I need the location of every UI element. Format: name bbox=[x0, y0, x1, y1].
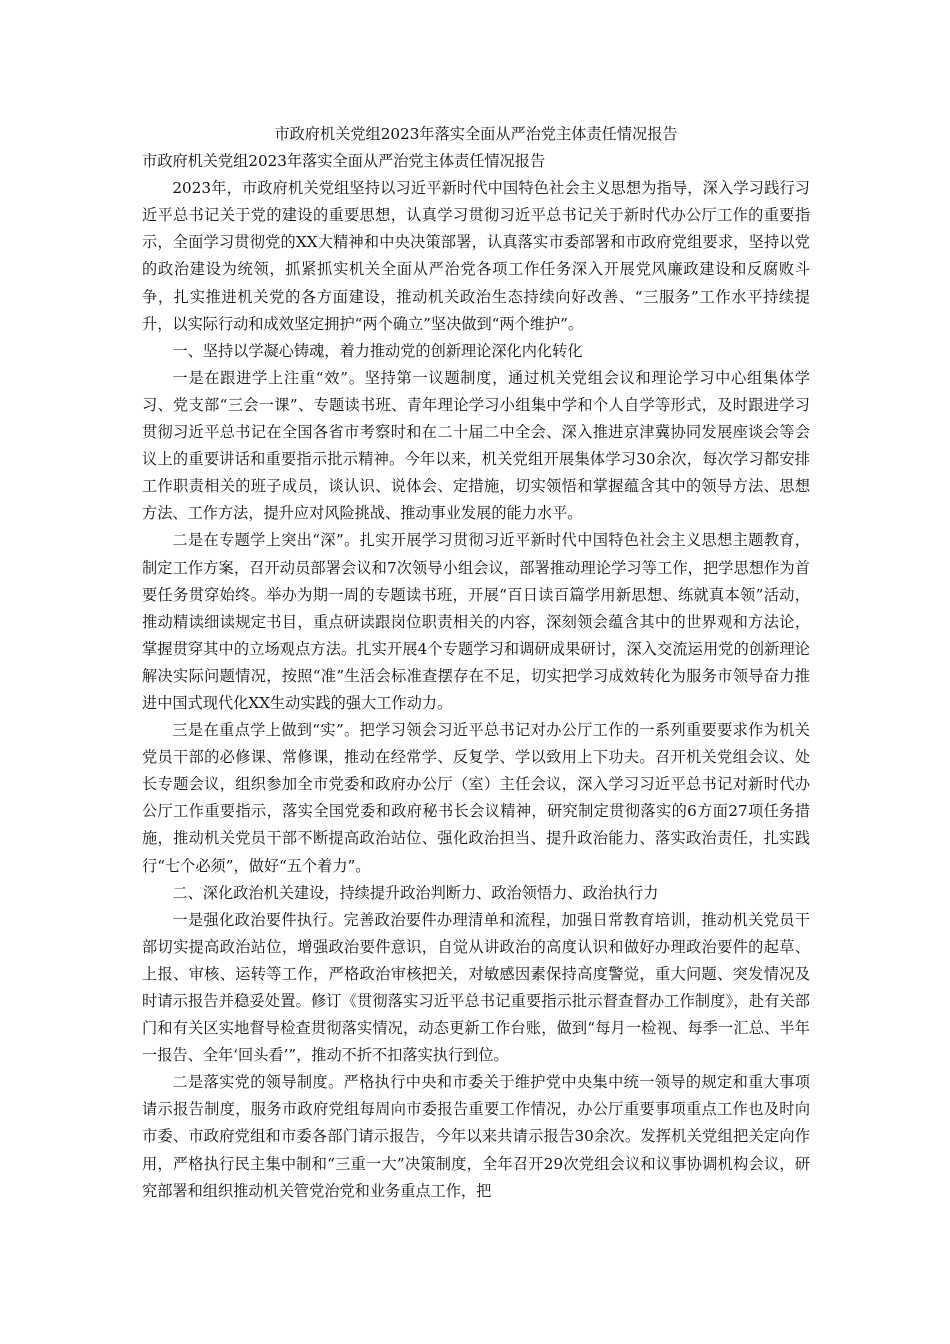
section-1-paragraph-2: 二是在专题学上突出“深”。扎实开展学习贯彻习近平新时代中国特色社会主义思想主题教育，制定工作方案，召开动员部署会议和7次领导小组会议，部署推动理论学习等工作，把学思想作为首要任务贯穿始终。举办为期一周的专题读书班，开展“百日读百篇学用新思想、练就真本领”活动，推动精读细读规定书目，重点研读跟岗位职责相关的内容，深刻领会蕴含其中的世界观和方法论，掌握贯穿其中的立场观点方法。扎实开展4个专题学习和调研成果研讨，深入交流运用党的创新理论解决实际问题情况，按照“准”生活会标准查摆存在不足，切实把学习成效转化为服务市领导奋力推进中国式现代化XX生动实践的强大工作动力。 bbox=[142, 531, 810, 712]
intro-paragraph: 2023年，市政府机关党组坚持以习近平新时代中国特色社会主义思想为指导，深入学习践行习近平总书记关于党的建设的重要思想，认真学习贯彻习近平总书记关于新时代办公厅工作的重要指示，全面学习贯彻党的XX大精神和中央决策部署，认真落实市委部署和市政府党组要求，坚持以党的政治建设为统领，抓紧抓实机关全面从严治党各项工作任务深入开展党风廉政建设和反腐败斗争，扎实推进机关党的各方面建设，推动机关政治生态持续向好改善、“三服务”工作水平持续提升，以实际行动和成效坚定拥护“两个确立”坚决做到“两个维护”。 bbox=[142, 179, 810, 333]
document-body bbox=[142, 121, 810, 1205]
section-2-heading: 二、深化政治机关建设，持续提升政治判断力、政治领悟力、政治执行力 bbox=[172, 883, 659, 902]
document-subtitle: 市政府机关党组2023年落实全面从严治党主体责任情况报告 bbox=[142, 152, 546, 171]
section-2-paragraph-2: 二是落实党的领导制度。严格执行中央和市委关于维护党中央集中统一领导的规定和重大事项请示报告制度，服务市政府党组每周向市委报告重要工作情况，办公厅重要事项重点工作也及时向市委、市政府党组和市委各部门请示报告，今年以来共请示报告30余次。发挥机关党组把关定向作用，严格执行民主集中制和“三重一大”决策制度，全年召开29次党组会议和议事协调机构会议，研究部署和组织推动机关管党治党和业务重点工作，把 bbox=[142, 1073, 810, 1200]
section-2-paragraph-1: 一是强化政治要件执行。完善政治要件办理清单和流程，加强日常教育培训，推动机关党员干部切实提高政治站位，增强政治要件意识，自觉从讲政治的高度认识和做好办理政治要件的起草、上报、审核、运转等工作，严格政治审核把关，对敏感因素保持高度警觉，重大问题、突发情况及时请示报告并稳妥处置。修订《贯彻落实习近平总书记重要指示批示督查督办工作制度》，赴有关部门和有关区实地督导检查贯彻落实情况，动态更新工作台账，做到“每月一检视、每季一汇总、半年一报告、全年‘回头看’”，推动不折不扣落实执行到位。 bbox=[142, 910, 810, 1065]
section-1-heading: 一、坚持以学凝心铸魂，着力推动党的创新理论深化内化转化 bbox=[172, 341, 583, 360]
section-1-paragraph-3: 三是在重点学上做到“实”。把学习领会习近平总书记对办公厅工作的一系列重要要求作为机关党员干部的必修课、常修课，推动在经常学、反复学、学以致用上下功夫。召开机关党组会议、处长专题会议，组织参加全市党委和政府办公厅（室）主任会议，深入学习习近平总书记对新时代办公厅工作重要指示，落实全国党委和政府秘书长会议精神，研究制定贯彻落实的6方面27项任务措施，推动机关党员干部不断提高政治站位、强化政治担当、提升政治能力、落实政治责任，扎实践行“七个必须”，做好“五个着力”。 bbox=[142, 721, 810, 875]
section-1-paragraph-1: 一是在跟进学上注重“效”。坚持第一议题制度，通过机关党组会议和理论学习中心组集体学习、党支部“三会一课”、专题读书班、青年理论学习小组集中学和个人自学等形式，及时跟进学习贯彻习近平总书记在全国各省市考察时和在二十届二中全会、深入推进京津冀协同发展座谈会等会议上的重要讲话和重要指示批示精神。今年以来，机关党组开展集体学习30余次，每次学习都安排工作职责相关的班子成员，谈认识、说体会、定措施，切实领悟和掌握蕴含其中的领导方法、思想方法、工作方法，提升应对风险挑战、推动事业发展的能力水平。 bbox=[142, 368, 810, 523]
document-title: 市政府机关党组2023年落实全面从严治党主体责任情况报告 bbox=[274, 125, 678, 143]
